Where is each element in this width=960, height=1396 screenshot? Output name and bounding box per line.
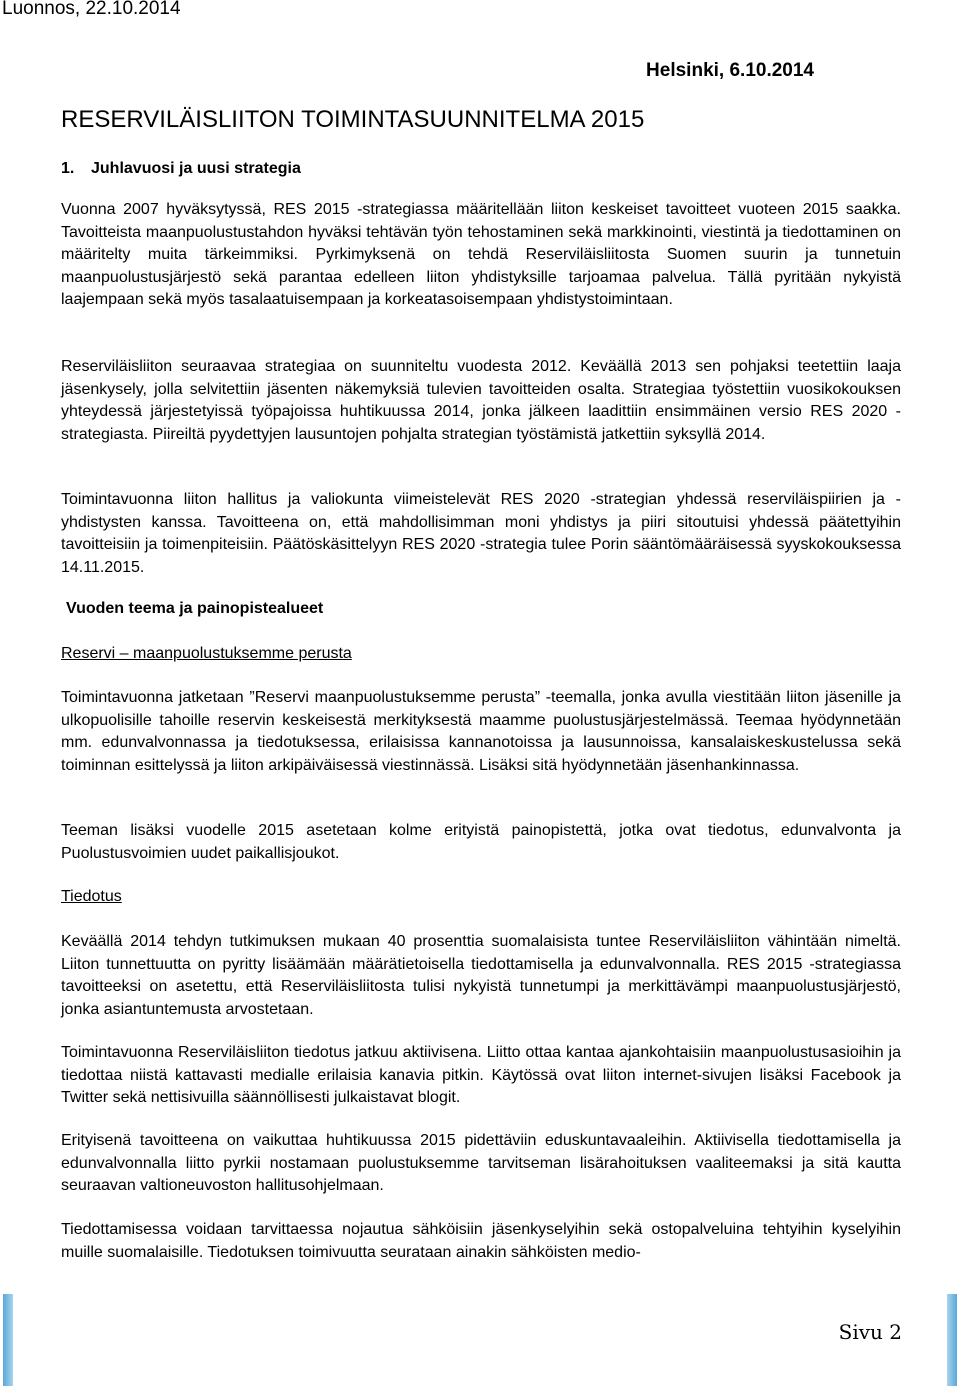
document-title: RESERVILÄISLIITON TOIMINTASUUNNITELMA 2015 [61, 106, 645, 133]
paragraph: Teeman lisäksi vuodelle 2015 asetetaan kolme erityistä painopistettä, jotka ovat tiedotus, edunvalvonta ja Puolustusvoimien uudet paikallisjoukot. [61, 822, 901, 862]
paragraph: Keväällä 2014 tehdyn tutkimuksen mukaan 40 prosenttia suomalaisista tuntee Reserviläisliiton vähintään nimeltä. Liiton tunnettuutta on pyritty lisäämään määrätietoisella tiedottamisella ja edunvalvonnalla. RES 2015 -strategiassa tavoitteeksi on asetettu, että Reserviläisliitosta tulisi nykyistä tunnetumpi ja merkittävämpi maanpuolustusjärjestö, jonka asiantuntemusta arvostetaan. [61, 933, 901, 1018]
footer-left-decoration [3, 1294, 13, 1386]
paragraph: Reserviläisliiton seuraavaa strategiaa on suunniteltu vuodesta 2012. Keväällä 2013 sen pohjaksi teetettiin laaja jäsenkysely, jolla selvitettiin jäsenten näkemyksiä tulevien tavoitteiden osalta. Strategiaa työstettiin vuosikokouksen yhteydessä järjestetyissä työpajoissa huhtikuussa 2014, jonka jälkeen laadittiin ensimmäinen versio RES 2020 -strategiasta. Piireiltä pyydettyjen lausuntojen pohjalta strategian työstämistä jatkettiin syksyllä 2014. [61, 358, 901, 443]
page-number: Sivu 2 [838, 1320, 902, 1344]
paragraph: Vuonna 2007 hyväksytyssä, RES 2015 -strategiassa määritellään liiton keskeiset tavoitteet vuoteen 2015 saakka. Tavoitteista maanpuolustustahdon hyväksi tehtävän työn tehostaminen sekä markkinointi, viestintä ja tiedottaminen on määritelty muita tärkeimmiksi. Pyrkimyksenä on tehdä Reserviläisliitosta Suomen suurin ja tunnetuin maanpuolustusjärjestö sekä parantaa edelleen liiton yhdistyksille tarjoamaa palvelua. Tällä pyritään nykyistä laajempaan sekä myös tasalaatuisempaan ja korkeatasoisempaan yhdistystoimintaan. [61, 201, 901, 308]
paragraph: Erityisenä tavoitteena on vaikuttaa huhtikuussa 2015 pidettäviin eduskuntavaaleihin. Aktiivisella tiedottamisella ja edunvalvonnalla liitto pyrkii nostamaan puolustuksemme tarvitseman lisärahoituksen vaaliteemaksi ja sitä kautta seuraavan valtioneuvoston hallitusohjelmaan. [61, 1132, 901, 1194]
theme-subheading: Reservi – maanpuolustuksemme perusta [61, 645, 352, 662]
tiedotus-heading: Tiedotus [61, 888, 122, 905]
paragraph: Toimintavuonna liiton hallitus ja valiokunta viimeistelevät RES 2020 -strategian yhdessä reserviläispiirien ja -yhdistysten kanssa. Tavoitteena on, että mahdollisimman moni yhdistys ja piiri sitoutuisi yhdessä päätettyihin tavoitteisiin ja toimenpiteisiin. Päätöskäsittelyyn RES 2020 -strategia tulee Porin sääntömääräisessä syyskokouksessa 14.11.2015. [61, 491, 901, 576]
section-heading [61, 160, 301, 178]
place-and-date: Helsinki, 6.10.2014 [646, 60, 814, 81]
paragraph: Toimintavuonna Reserviläisliiton tiedotus jatkuu aktiivisena. Liitto ottaa kantaa ajankohtaisiin maanpuolustusasioihin ja tiedottaa niistä kattavasti medialle erilaisia kanavia pitkin. Käytössä ovat liiton internet-sivujen lisäksi Facebook ja Twitter sekä nettisivuilla säännöllisesti julkaistavat blogit. [61, 1044, 901, 1106]
draft-date-stamp: Luonnos, 22.10.2014 [2, 0, 181, 19]
section-number: 1. [61, 160, 75, 177]
footer-right-decoration [947, 1294, 957, 1386]
paragraph: Toimintavuonna jatketaan ”Reservi maanpuolustuksemme perusta” -teemalla, jonka avulla viestitään liiton jäsenille ja ulkopuolisille tahoille reservin keskeisestä merkityksestä maamme puolustusjärjestelmässä. Teemaa hyödynnetään mm. edunvalvonnassa ja tiedotuksessa, erilaisissa kannanotoissa ja lausunnoissa, kansalaiskeskustelussa sekä toiminnan esittelyssä ja liiton arkipäiväisessä viestinnässä. Lisäksi sitä hyödynnetään jäsenhankinnassa. [61, 689, 901, 774]
paragraph: Tiedottamisessa voidaan tarvittaessa nojautua sähköisiin jäsenkyselyihin sekä ostopalveluina tehtyihin kyselyihin muille suomalaisille. Tiedotuksen toimivuutta seurataan ainakin sähköisten medio- [61, 1221, 901, 1261]
section-title: Juhlavuosi ja uusi strategia [91, 160, 301, 177]
theme-heading: Vuoden teema ja painopistealueet [66, 600, 324, 617]
